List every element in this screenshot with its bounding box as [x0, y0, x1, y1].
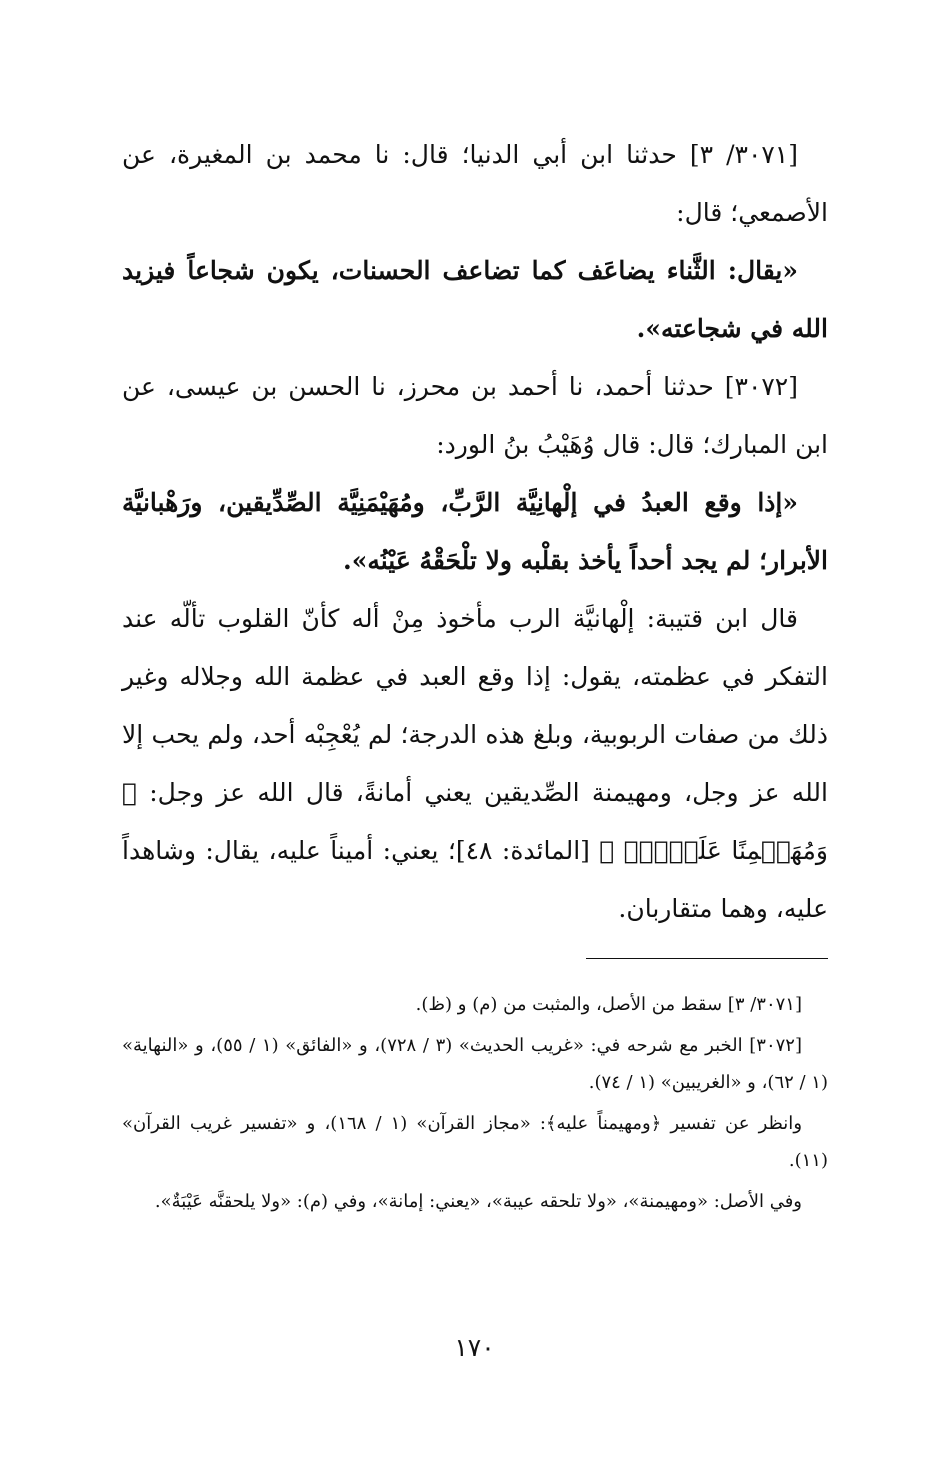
paragraph-3071: [٣٠٧١/ ٣] حدثنا ابن أبي الدنيا؛ قال: نا محمد بن المغيرة، عن الأصمعي؛ قال:	[122, 140, 828, 227]
footnote-3072: [٣٠٧٢] الخبر مع شرحه في: «غريب الحديث» (٣ / ٧٢٨)، و «الفائق» (١ / ٥٥)، و «النهاية» (١ / ٦٢)، و «الغريبين» (١ / ٧٤).	[122, 1035, 828, 1093]
footnote-divider	[586, 958, 828, 959]
quote-3071: «يقال: الثَّناء يضاعَف كما تضاعف الحسنات، يكون شجاعاً فيزيد الله في شجاعته».	[122, 256, 828, 343]
quote-3072: «إذا وقع العبدُ في إلْهانِيَّة الرَّبِّ، ومُهَيْمَنِيَّة الصِّدِّيقين، ورَهْبانيَّة الأبرار؛ لم يجد أحداً يأخذ بقلْبه ولا تلْحَقْهُ عَيْنُه».	[122, 488, 828, 575]
footnotes	[122, 986, 828, 1224]
page-number: ١٧٠	[454, 1333, 495, 1362]
footnote-tafsir: وانظر عن تفسير ﴿ومهيمناً عليه﴾: «مجاز القرآن» (١ / ١٦٨)، و «تفسير غريب القرآن» (١١).	[122, 1113, 828, 1171]
footnote-3071: [٣٠٧١/ ٣] سقط من الأصل، والمثبت من (م) و (ظ).	[415, 994, 802, 1015]
paragraph-3072: [٣٠٧٢] حدثنا أحمد، نا أحمد بن محرز، نا الحسن بن عيسى، عن ابن المبارك؛ قال: قال وُهَيْبُ بنُ الورد:	[122, 372, 828, 459]
paragraph-ibn-qutaybah: قال ابن قتيبة: إلْهانيَّة الرب مأخوذ مِنْ أله كأنّ القلوب تألّه عند التفكر في عظمته، يقول: إذا وقع العبد في عظمة الله وجلاله وغير ذلك من صفات الربوبية، وبلغ هذه الدرجة؛ لم يُعْجِبْه أحد، ولم يحب إلا الله عز وجل، ومهيمنة الصِّديقين يعني أمانةً، قال الله عز وجل: ﴿ وَمُهَيۡمِنًا عَلَيۡهِۖ ﴾ [المائدة: ٤٨]؛ يعني: أميناً عليه، يقال: وشاهداً عليه، وهما متقاربان.	[122, 604, 828, 923]
footnote-variants: وفي الأصل: «ومهيمنة»، «ولا تلحقه عيبة»، «يعني: إمانة»، وفي (م): «ولا يلحقنَّه عَيْبَةٌ».	[154, 1191, 802, 1212]
main-text	[122, 126, 828, 938]
